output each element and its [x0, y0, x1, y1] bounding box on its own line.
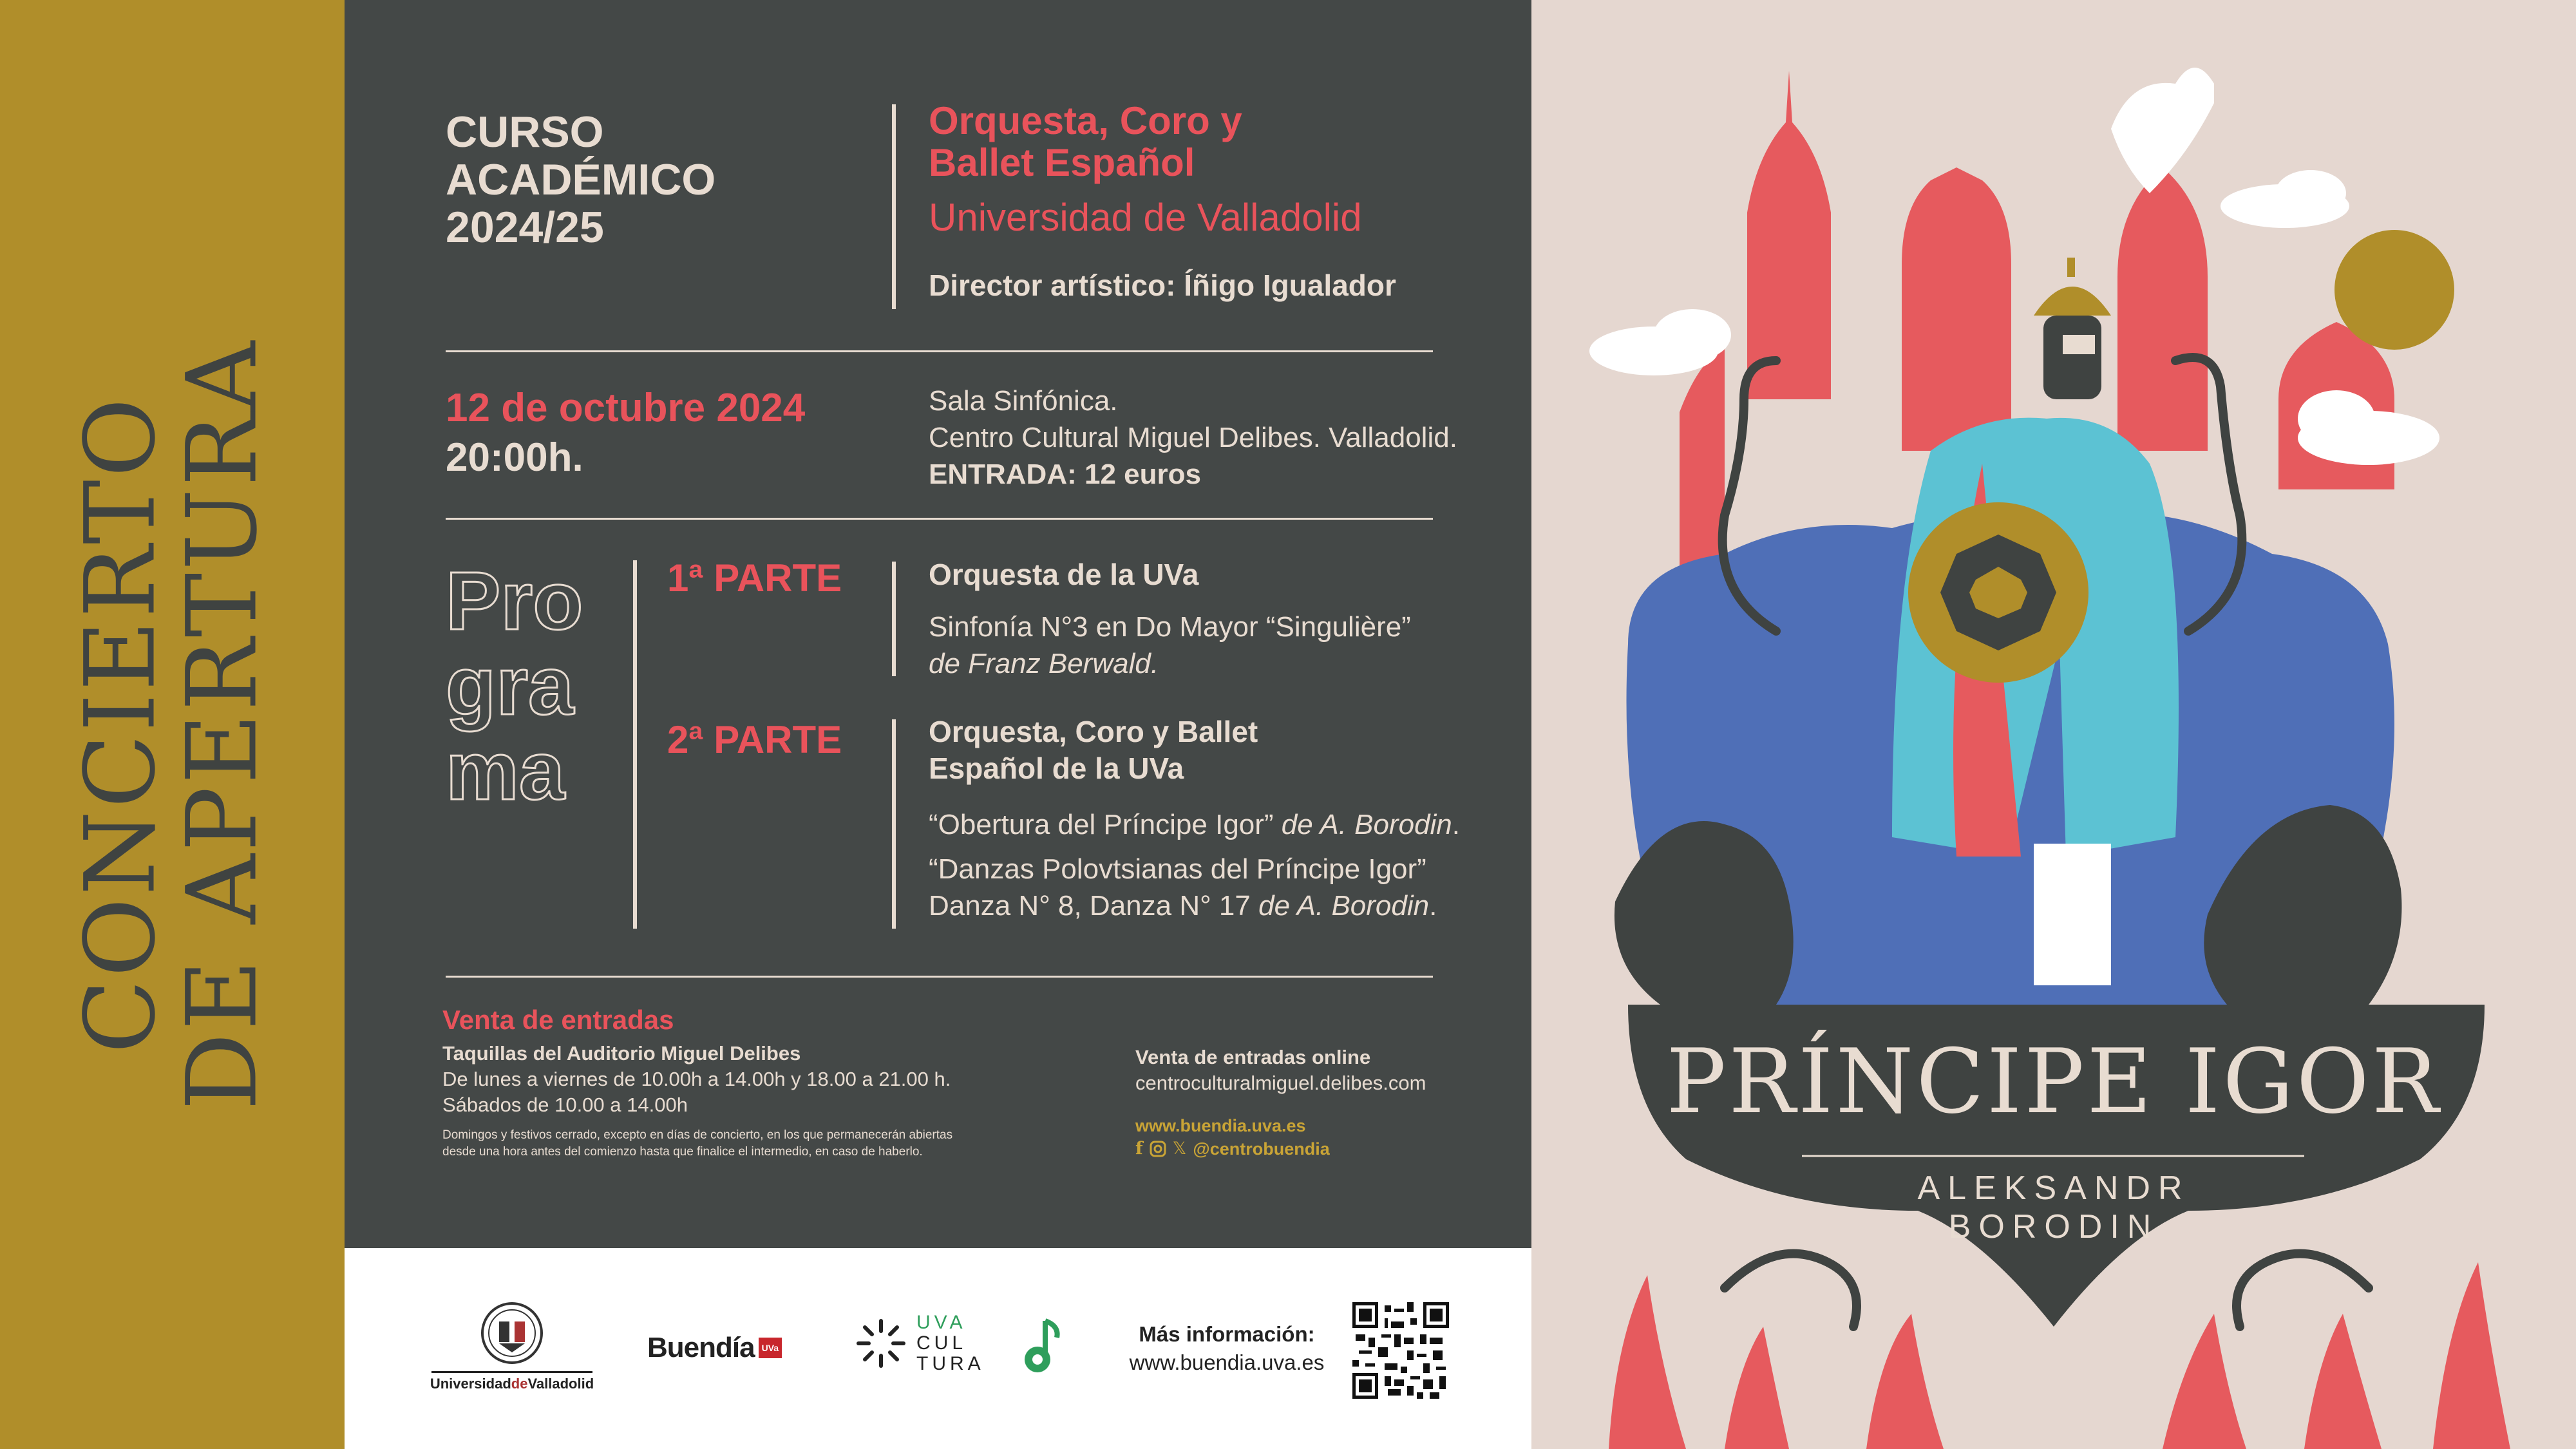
curso-line1: CURSO — [446, 108, 604, 156]
online-url[interactable]: centroculturalmiguel.delibes.com — [1135, 1072, 1426, 1094]
part2-piece1-composer: de A. Borodin — [1273, 809, 1452, 840]
sunburst-icon — [853, 1316, 909, 1371]
event-date: 12 de octubre 2024 — [446, 386, 806, 430]
uva-logo[interactable] — [425, 1301, 599, 1392]
box-office-note1: Domingos y festivos cerrado, excepto en días de concierto, en los que permanecerán abiertas — [442, 1128, 953, 1142]
box-office-hours2: Sábados de 10.00 a 14.00h — [442, 1094, 688, 1116]
university-name: Universidad de Valladolid — [929, 196, 1362, 239]
poster-author — [1531, 1169, 2576, 1246]
uva-cultura-text — [916, 1312, 985, 1374]
event-time: 20:00h. — [446, 435, 583, 480]
music-note-icon — [1021, 1317, 1066, 1376]
divider-horizontal-2 — [446, 518, 1433, 520]
facebook-icon[interactable]: f — [1135, 1139, 1143, 1159]
uva-cultura-line2: CUL — [916, 1332, 967, 1354]
buendia-tag: UVa — [759, 1338, 782, 1358]
part2-piece2-composer: de A. Borodin — [1250, 890, 1430, 922]
uva-seal-icon — [480, 1301, 544, 1365]
ensemble-block — [929, 100, 1396, 303]
entry-price: ENTRADA: 12 euros — [929, 459, 1201, 490]
ensemble-line1: Orquesta, Coro y — [929, 99, 1242, 142]
uva-cultura-line3: TURA — [916, 1353, 985, 1374]
curso-line3: 2024/25 — [446, 203, 604, 252]
programa-heading — [446, 555, 583, 817]
part2-piece2-line2 — [929, 887, 1460, 924]
box-office-hours1: De lunes a viernes de 10.00h a 14.00h y 18.00 a 21.00 h. — [442, 1068, 951, 1090]
box-office: Taquillas del Auditorio Miguel Delibes — [442, 1042, 801, 1065]
part1-ensemble: Orquesta de la UVa — [929, 558, 1199, 591]
qr-code-icon[interactable] — [1352, 1302, 1449, 1399]
poster-title: PRÍNCIPE IGOR — [1666, 1030, 2441, 1133]
artistic-director: Director artístico: Íñigo Igualador — [929, 269, 1396, 302]
uva-logo-rule — [431, 1371, 592, 1373]
buendia-logo[interactable] — [647, 1332, 782, 1364]
instagram-icon[interactable] — [1150, 1141, 1166, 1157]
programa-line2: gra — [446, 640, 574, 732]
programa-line3: ma — [446, 725, 565, 817]
box-office-note2: desde una hora antes del comienzo hasta que finalice el intermedio, en caso de haberlo. — [442, 1145, 923, 1159]
part1-piece: Sinfonía N°3 en Do Mayor “Singulière” — [929, 611, 1411, 643]
social-row — [1135, 1137, 1426, 1160]
date-block — [446, 385, 805, 484]
part2-piece2-end: . — [1429, 890, 1437, 922]
part2-ensemble-line2: Español de la UVa — [929, 752, 1184, 785]
part2-piece2-dances: Danza N° 8, Danza N° 17 — [929, 890, 1251, 922]
web-link[interactable]: www.buendia.uva.es — [1135, 1116, 1306, 1135]
part2-piece2-title: “Danzas Polovtsianas del Príncipe Igor” — [929, 853, 1426, 885]
curso-block — [446, 108, 715, 251]
part1-label: 1ª PARTE — [667, 556, 842, 600]
part2-ensemble-line1: Orquesta, Coro y Ballet — [929, 715, 1258, 748]
part2-label: 2ª PARTE — [667, 718, 842, 761]
tickets-heading: Venta de entradas — [442, 1005, 674, 1035]
part2-piece1-end: . — [1452, 809, 1461, 840]
uva-cultura-line1: UVA — [916, 1312, 967, 1333]
divider-vertical-part1 — [892, 562, 896, 676]
divider-vertical-programa — [633, 560, 637, 929]
vertical-title-line2: DE APERTURA — [166, 338, 278, 1111]
venue-block — [929, 383, 1457, 493]
divider-vertical-top — [892, 104, 896, 309]
part2-piece1 — [929, 806, 1460, 843]
part2-block — [929, 714, 1460, 924]
social-handle[interactable]: @centrobuendia — [1193, 1139, 1330, 1159]
buendia-word: Buendía — [647, 1332, 755, 1363]
programa-line1: Pro — [446, 555, 583, 647]
online-block — [1135, 1045, 1426, 1160]
ensemble-line2: Ballet Español — [929, 141, 1195, 184]
online-heading: Venta de entradas online — [1135, 1046, 1371, 1068]
divider-vertical-part2 — [892, 719, 896, 929]
part1-block — [929, 556, 1411, 682]
uva-logo-word2: de — [511, 1376, 528, 1392]
more-info-block — [1124, 1320, 1330, 1377]
venue-line2: Centro Cultural Miguel Delibes. Valladolid. — [929, 422, 1457, 453]
uva-logo-word3: Valladolid — [527, 1376, 594, 1392]
vertical-title-line1: CONCIERTO — [64, 395, 177, 1054]
more-info-url[interactable]: www.buendia.uva.es — [1129, 1350, 1325, 1374]
poster-author-line2: BORODIN — [1948, 1208, 2159, 1245]
uva-logo-text — [425, 1376, 599, 1392]
more-info-label: Más información: — [1139, 1322, 1315, 1346]
curso-line2: ACADÉMICO — [446, 155, 716, 204]
tickets-block — [442, 1003, 952, 1160]
part2-piece1-title: “Obertura del Príncipe Igor” — [929, 809, 1274, 840]
x-icon[interactable]: 𝕏 — [1172, 1139, 1187, 1159]
poster-author-line1: ALEKSANDR — [1917, 1170, 2190, 1207]
uva-cultura-logo[interactable] — [853, 1312, 985, 1374]
divider-horizontal-3 — [446, 976, 1433, 978]
part1-composer: de Franz Berwald. — [929, 648, 1159, 679]
divider-horizontal-1 — [446, 350, 1433, 352]
venue-line1: Sala Sinfónica. — [929, 385, 1118, 417]
uva-logo-word1: Universidad — [430, 1376, 511, 1392]
